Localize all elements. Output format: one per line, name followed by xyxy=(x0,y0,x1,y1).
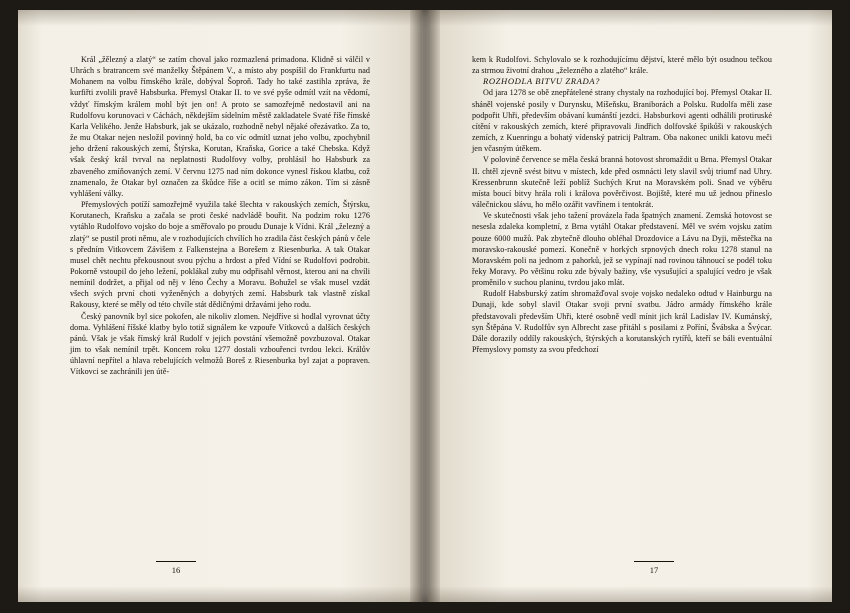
page-number-left xyxy=(0,561,378,575)
paragraph: Přemyslových potíží samozřejmě využila také šlechta v rakouských zemích, Štýrsku, Korutanech, Kraňsku a začala se proti české nadvládě bouřit. Na podzim roku 1276 vytáhlo Rudolfovo vojsko do boje a směřovalo po proudu Dunaje k Vídni. Král „železný a zlatý“ se pustil proti němu, ale v rozhodujících chvílích ho zradila část českých pánů v čele s předním Vitkovcem Závišem z Falkenstejna a Borešem z Riesenburka. A tak Otakar musel chět nechtu překousnout svou pýchu a hrdost a před Vídní se Rudolfovi podrobit. Pokorně vstoupil do jeho ležení, poklákal zuby mu odpřisahl věrnost, kterou ani na chvíli nemínil dodržet, a přijal od něj v léno Čechy a Moravu. Bohužel se však musel vzdát všech svých první choti vyženěných a dobytých zemí. Habsburk tak vlastně získal Rakousy, které se měly od této chvíle stát dědičnými državámi jeho rodu. xyxy=(70,200,370,310)
page-number-right xyxy=(452,561,850,575)
paragraph: Rudolf Habsburský zatím shromažďoval svoje vojsko nedaleko odtud v Hainburgu na Dunaji, kde sobyl slavil Otakar svoji první svatbu. Jádro armády římského krále představovali především Uhři, které osobně vedl mínit jich král Ladislav IV. Kumánský, syn Štěpána V. Rudolfův syn Albrecht zase přitáhl s posilami z Poříní, Švábska a Švýcar. Dále dorazily oddíly rakouských, štýrských a korutanských rytířů, kteří se báli eventuální Přemyslovy pomsty za svou předchozí xyxy=(472,289,772,355)
folio-number: 16 xyxy=(171,565,181,575)
left-page-text-column xyxy=(70,54,370,378)
book-spine-gutter xyxy=(410,10,440,602)
paragraph: Král „žělezný a zlatý“ se zatím choval jako rozmazlená primadona. Klidně si válčil v Uhrách s bratrancem své manželky Štěpánem V., a místo aby pospíšil do Frankfurtu nad Mohanem na volbu římského krále, dobýval Šoproň. Tady ho také zastihla zpráva, že kurfiřti zvolili pravě Habsburka. Přemysl Otakar II. to ve své pyše odmítl vzít na vědomí, vždyť římským králem mohl být jen on! A proto se samozřejmě nedostavil ani na Rudolfovu korunovaci v Cáchách, někdejším sídelním městě zakladatele Svaté říše římské Karla Velikého. Jenže Habsburk, jak se ukázalo, rozhodně nebyl nějaké ořezávatko. Za to, že mu Otakar nejen nesložil povinný hold, ba co víc odmítl uznat jeho volbu, zpochybnil jeho držení rakouských zemí, Štýrska, Korutan, Kraňska, Gorice a také Chebska. Když však český král tvrval na neplatnosti Rudolfovy volby, prohlásil ho Habsburk za zbaveného zmíňovaných zemí. V červnu 1275 nad ním dokonce vynesl řískou klatbu, což znamenalo, že Otakar byl označen za škůdce říše a ocitl se mímo zákon. Tím si zásně vyhlášení války. xyxy=(70,55,370,198)
page-edge-shadow-top xyxy=(18,10,422,26)
page-edge-shadow-bottom xyxy=(18,586,422,602)
paragraph: V polovině července se měla česká branná hotovost shromaždit u Brna. Přemysl Otakar II. chtěl zjevně svést bitvu v místech, kde před osmnácti lety slavil svůj triumf nad Uhry. Kressenbrunn skutečně leží poblíž Suchých Krut na Moravském poli. Snad ve výběru místa boucí bitvy hrála roli i králova pověrčivost. Bojiště, které mu už jednou přineslo válečnickou slávu, ho mělo ozářit vavřínem i tentokrát. xyxy=(472,155,772,210)
page-edge-shadow-bottom xyxy=(428,586,832,602)
paragraph: kem k Rudolfovi. Schylovalo se k rozhodujícímu dějství, které mělo být osudnou tečkou za strmou životní drahou „železného a zlatého“ krále. xyxy=(472,55,772,76)
paragraph: Ve skutečnosti však jeho tažení provázela řada špatných znamení. Zemská hotovost se nesesla zdaleka kompletní, z Brna vytáhl Otakar představení. Měl ve svém vojsku zatím pouze 6000 mužů. Pak zbytečně dlouho obléhal Drozdovice a Lávu na Dyji, městečka na moravsko-rakouské pomezí. Konečně v horkých srpnových dnech roku 1278 stanul na Moravském poli na jednom z pahorků, jež se vypínají nad rovinou táhnoucí se podél toku řeky Moravy. Po většinu roku zde bývaly bažiny, vše vysušující a spalující vedro je však proměnilo v suchou planinu, tvrdou jako mlát. xyxy=(472,211,772,288)
folio-rule xyxy=(634,561,674,562)
section-heading: ROZHODLA BITVU ZRADA? xyxy=(483,76,601,87)
right-page xyxy=(428,10,832,602)
folio-rule xyxy=(156,561,196,562)
open-book xyxy=(18,10,832,602)
right-page-text-column xyxy=(472,54,772,355)
paragraph: Český panovník byl sice pokofen, ale nikoliv zlomen. Nejdříve si hodlal vyrovnat účty doma. Vyhlášení říšské klatby bylo totiž signálem ke vzpouře Vítkovců a dalších českých pánů. Však je však římský král Rudolf v jejich povstání všemožně povzbuzoval. Otakar jim to však nemínil trpět. Koncem roku 1277 dostali vzbouřenci tvrdou lekci. Králův úhlavní nepřítel a hlava rebelujících velmožů Boreš z Riesenburka byl zajat a popraven. Vítkovci se zachránili jen útě- xyxy=(70,311,370,377)
left-page xyxy=(18,10,422,602)
paragraph: Od jara 1278 se obě znepřátelené strany chystaly na rozhodující boj. Přemysl Otakar II. sháněl vojenské posily v Durynsku, Míšeňsku, Braniborách a Polsku. Rudolfa měli zase podpořit Uhři, především obávaní kumánští jezdci. Habsburkovi agenti odhálili protiruské cítění v rakouských zemích, které připravovali Jindřich dolfovské špikůši v rakouských zemích, z Kuenringu a bohatý vídenský patricij Paltram. Oba nakonec unikli katovu meči jen včasným útěkem. xyxy=(472,88,772,154)
page-edge-shadow-top xyxy=(428,10,832,26)
folio-number: 17 xyxy=(649,565,659,575)
